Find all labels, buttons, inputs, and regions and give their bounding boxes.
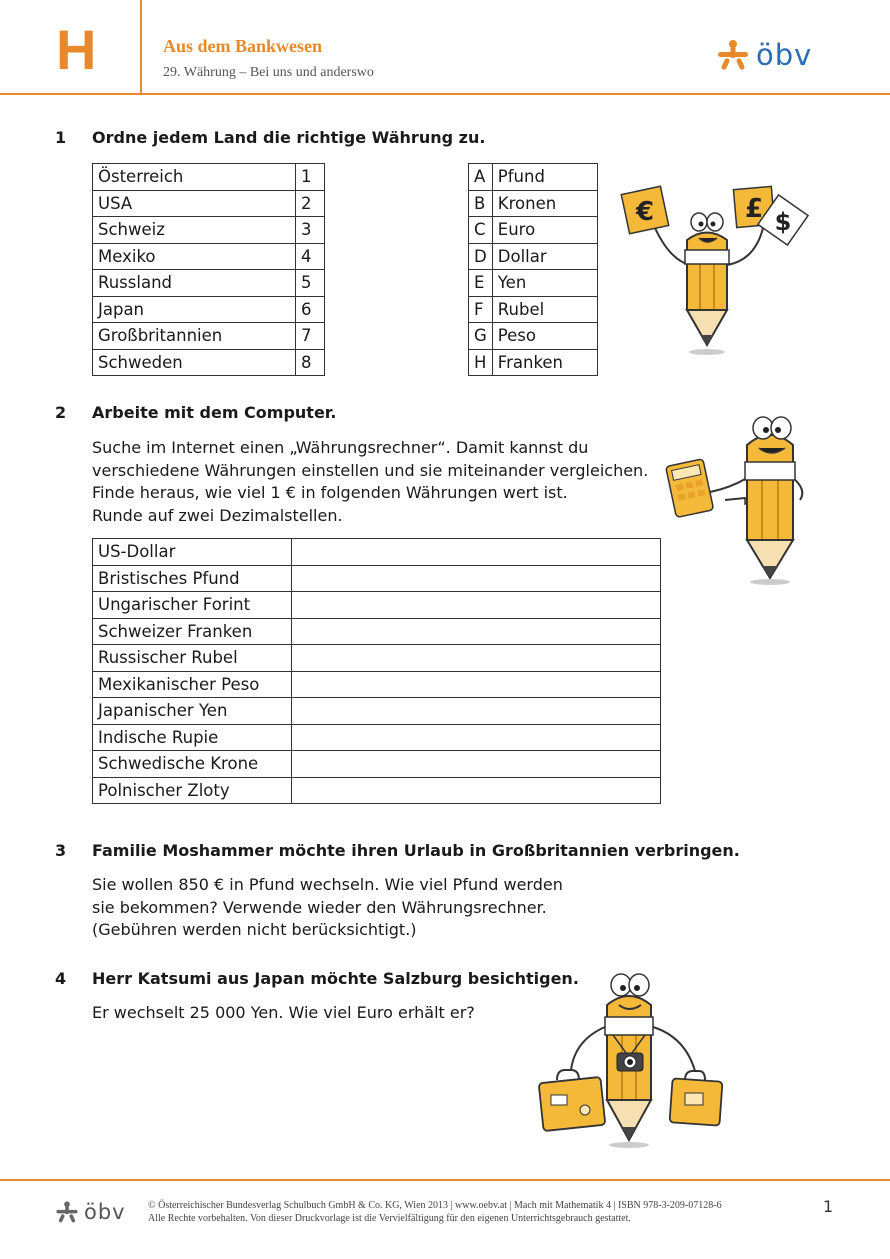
publisher-logo [716,38,812,72]
pencil-calculator-illustration [665,400,815,585]
country-name: Österreich [93,164,296,191]
currency-row [469,323,598,350]
footer-logo [55,1200,126,1224]
answer-cell[interactable] [292,751,661,778]
country-row [93,323,325,350]
country-row [93,296,325,323]
country-number: 6 [296,296,325,323]
country-name: Mexiko [93,243,296,270]
currency-label: Japanischer Yen [93,698,292,725]
task-number: 1 [55,128,67,147]
country-row [93,349,325,376]
euro-sign: € [635,197,655,227]
country-number: 5 [296,270,325,297]
currency-row [469,270,598,297]
currency-letter: B [469,190,493,217]
currency-label: US-Dollar [93,539,292,566]
currency-name: Dollar [492,243,597,270]
country-row [93,270,325,297]
country-name: Großbritannien [93,323,296,350]
task-instructions [92,437,652,527]
answer-cell[interactable] [292,671,661,698]
page-number: 1 [823,1197,834,1216]
page-subtitle: 29. Währung – Bei uns und anderswo [163,65,374,80]
answer-cell[interactable] [292,618,661,645]
currency-letter: C [469,217,493,244]
answer-cell[interactable] [292,645,661,672]
pencil-tourist-illustration [535,965,730,1150]
task-number: 4 [55,969,67,988]
exchange-row [93,539,661,566]
instruction-line: Runde auf zwei Dezimalstellen. [92,505,343,525]
euro-sign-card [621,186,668,233]
country-number: 4 [296,243,325,270]
currency-label: Schweizer Franken [93,618,292,645]
currency-letter: H [469,349,493,376]
header-divider-horizontal [0,93,890,95]
pound-sign: £ [744,194,764,224]
oebv-star-icon [55,1200,79,1224]
task-instructions [92,874,652,942]
country-number: 1 [296,164,325,191]
country-row [93,190,325,217]
exchange-row [93,698,661,725]
answer-cell[interactable] [292,592,661,619]
exchange-row [93,645,661,672]
currency-name: Franken [492,349,597,376]
country-row [93,164,325,191]
exchange-row [93,777,661,804]
answer-cell[interactable] [292,539,661,566]
country-number: 2 [296,190,325,217]
exchange-row [93,592,661,619]
country-table [92,163,325,376]
currency-row [469,190,598,217]
country-row [93,217,325,244]
instruction-line: Finde heraus, wie viel 1 € in folgenden Währungen wert ist. [92,483,568,502]
currency-label: Bristisches Pfund [93,565,292,592]
currency-row [469,164,598,191]
answer-cell[interactable] [292,698,661,725]
currency-label: Russischer Rubel [93,645,292,672]
dollar-sign: $ [774,208,792,236]
exchange-row [93,671,661,698]
oebv-star-icon [716,38,750,72]
copyright-line: © Österreichischer Bundesverlag Schulbuch GmbH & Co. KG, Wien 2013 | www.oebv.at | Mach mit Mathematik 4 | ISBN 978-3-209-07128-6 [148,1200,722,1211]
answer-cell[interactable] [292,724,661,751]
currency-name: Peso [492,323,597,350]
task-number: 3 [55,841,67,860]
currency-letter: A [469,164,493,191]
country-name: USA [93,190,296,217]
task-heading: Familie Moshammer möchte ihren Urlaub in Großbritannien verbringen. [92,841,740,860]
currency-name: Euro [492,217,597,244]
footer-divider [0,1179,890,1181]
exchange-rate-table [92,538,661,804]
task-heading: Herr Katsumi aus Japan möchte Salzburg besichtigen. [92,969,579,988]
currency-label: Polnischer Zloty [93,777,292,804]
country-number: 3 [296,217,325,244]
currency-name: Pfund [492,164,597,191]
exchange-row [93,618,661,645]
currency-name: Kronen [492,190,597,217]
instruction-line: verschiedene Währungen einstellen und sie miteinander vergleichen. [92,460,649,480]
footer-logo-text: öbv [84,1200,126,1224]
chapter-letter: H [56,18,97,81]
currency-table [468,163,598,376]
country-number: 8 [296,349,325,376]
currency-letter: D [469,243,493,270]
currency-label: Mexikanischer Peso [93,671,292,698]
currency-name: Yen [492,270,597,297]
exchange-row [93,565,661,592]
currency-letter: G [469,323,493,350]
country-name: Schweiz [93,217,296,244]
answer-cell[interactable] [292,565,661,592]
country-row [93,243,325,270]
instruction-line: Sie wollen 850 € in Pfund wechseln. Wie viel Pfund werden [92,875,563,894]
currency-row [469,243,598,270]
instruction-line: (Gebühren werden nicht berücksichtigt.) [92,920,417,939]
instruction-line: Suche im Internet einen „Währungsrechner“. Damit kannst du [92,438,589,457]
logo-text: öbv [756,38,813,72]
currency-row [469,296,598,323]
exchange-row [93,724,661,751]
header-divider-vertical [140,0,142,94]
currency-row [469,349,598,376]
instruction-line: sie bekommen? Verwende wieder den Währungsrechner. [92,897,547,917]
currency-label: Schwedische Krone [93,751,292,778]
copyright-notice [148,1199,722,1225]
page-title: Aus dem Bankwesen [163,36,323,56]
suitcase-icon [539,1070,606,1131]
suitcase-icon [670,1071,723,1126]
answer-cell[interactable] [292,777,661,804]
currency-row [469,217,598,244]
country-name: Schweden [93,349,296,376]
instruction-line: Er wechselt 25 000 Yen. Wie viel Euro erhält er? [92,1003,475,1022]
task-heading: Ordne jedem Land die richtige Währung zu. [92,128,486,147]
currency-name: Rubel [492,296,597,323]
country-name: Japan [93,296,296,323]
copyright-line: Alle Rechte vorbehalten. Von dieser Druckvorlage ist die Vervielfältigung für den eigenen Unterrichtsgebrauch gestattet. [148,1213,631,1224]
currency-letter: E [469,270,493,297]
currency-letter: F [469,296,493,323]
currency-label: Indische Rupie [93,724,292,751]
calculator-icon [666,459,714,518]
pencil-currency-illustration [615,180,815,355]
camera-icon [617,1053,643,1071]
country-name: Russland [93,270,296,297]
task-heading: Arbeite mit dem Computer. [92,403,337,422]
currency-label: Ungarischer Forint [93,592,292,619]
task-number: 2 [55,403,67,422]
country-number: 7 [296,323,325,350]
exchange-row [93,751,661,778]
